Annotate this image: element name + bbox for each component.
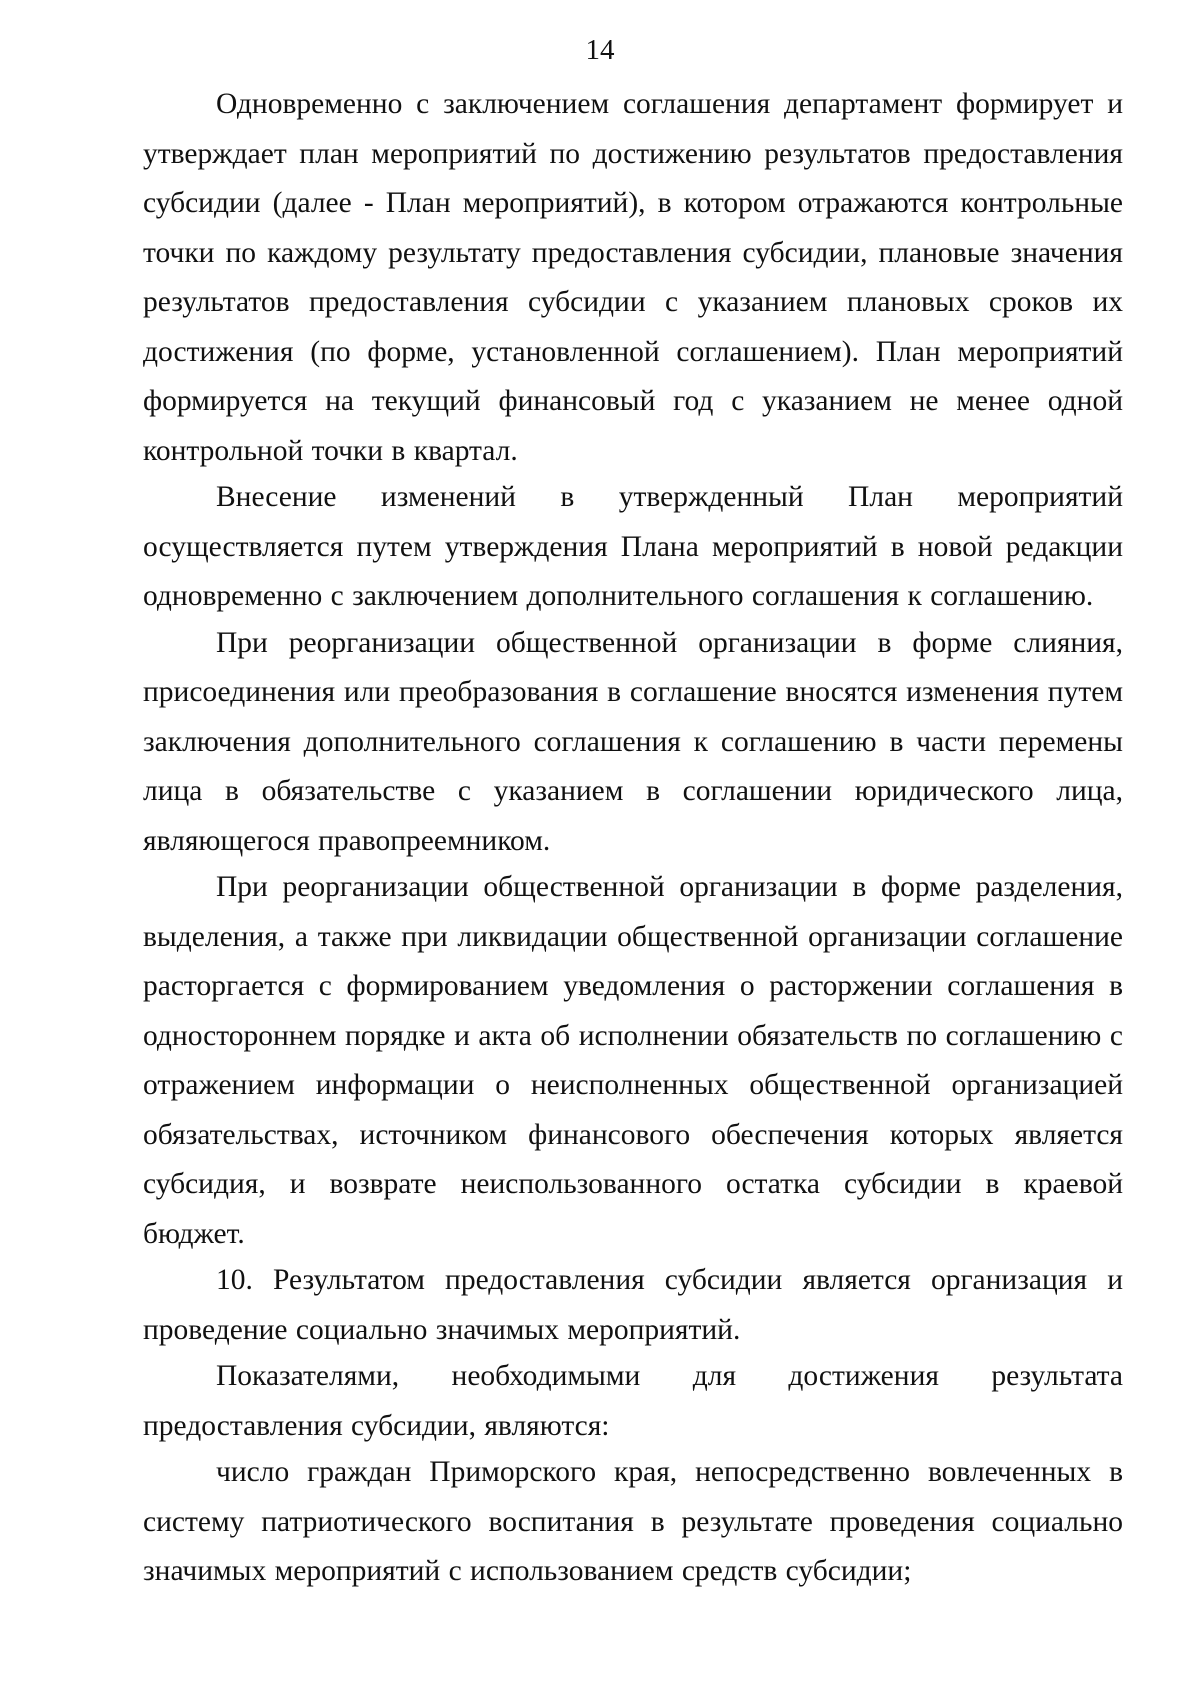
paragraph-indicators-intro: Показателями, необходимыми для достижения результата предоставления субсидии, являются: bbox=[143, 1360, 1123, 1442]
page-number: 14 bbox=[585, 34, 615, 66]
paragraph-reorganization-division: При реорганизации общественной организации в форме разделения, выделения, а также при ликвидации общественной организации соглашение расторгается с формированием уведомления о расторжении соглашения в одностороннем порядке и акта об исполнении обязательств по соглашению с отражением информации о неисполненных общественной организацией обязательствах, источником финансового обеспечения которых является субсидия, и возврате неиспользованного остатка субсидии в краевой бюджет. bbox=[143, 871, 1123, 1250]
paragraph-reorganization-merger: При реорганизации общественной организации в форме слияния, присоединения или преобразования в соглашение вносятся изменения путем заключения дополнительного соглашения к соглашению в части перемены лица в обязательстве с указанием в соглашении юридического лица, являющегося правопреемником. bbox=[143, 626, 1123, 857]
paragraph-indicator-citizens: число граждан Приморского края, непосредственно вовлеченных в систему патриотического воспитания в результате проведения социально значимых мероприятий с использованием средств субсидии; bbox=[143, 1456, 1123, 1587]
paragraph-subsidy-result: 10. Результатом предоставления субсидии является организация и проведение социально значимых мероприятий. bbox=[143, 1264, 1123, 1346]
document-body bbox=[143, 80, 1123, 1597]
paragraph-plan-changes: Внесение изменений в утвержденный План мероприятий осуществляется путем утверждения Плана мероприятий в новой редакции одновременно с заключением дополнительного соглашения к соглашению. bbox=[143, 481, 1123, 612]
paragraph-action-plan: Одновременно с заключением соглашения департамент формирует и утверждает план мероприятий по достижению результатов предоставления субсидии (далее - План мероприятий), в котором отражаются контрольные точки по каждому результату предоставления субсидии, плановые значения результатов предоставления субсидии с указанием плановых сроков их достижения (по форме, установленной соглашением). План мероприятий формируется на текущий финансовый год с указанием не менее одной контрольной точки в квартал. bbox=[143, 88, 1123, 467]
